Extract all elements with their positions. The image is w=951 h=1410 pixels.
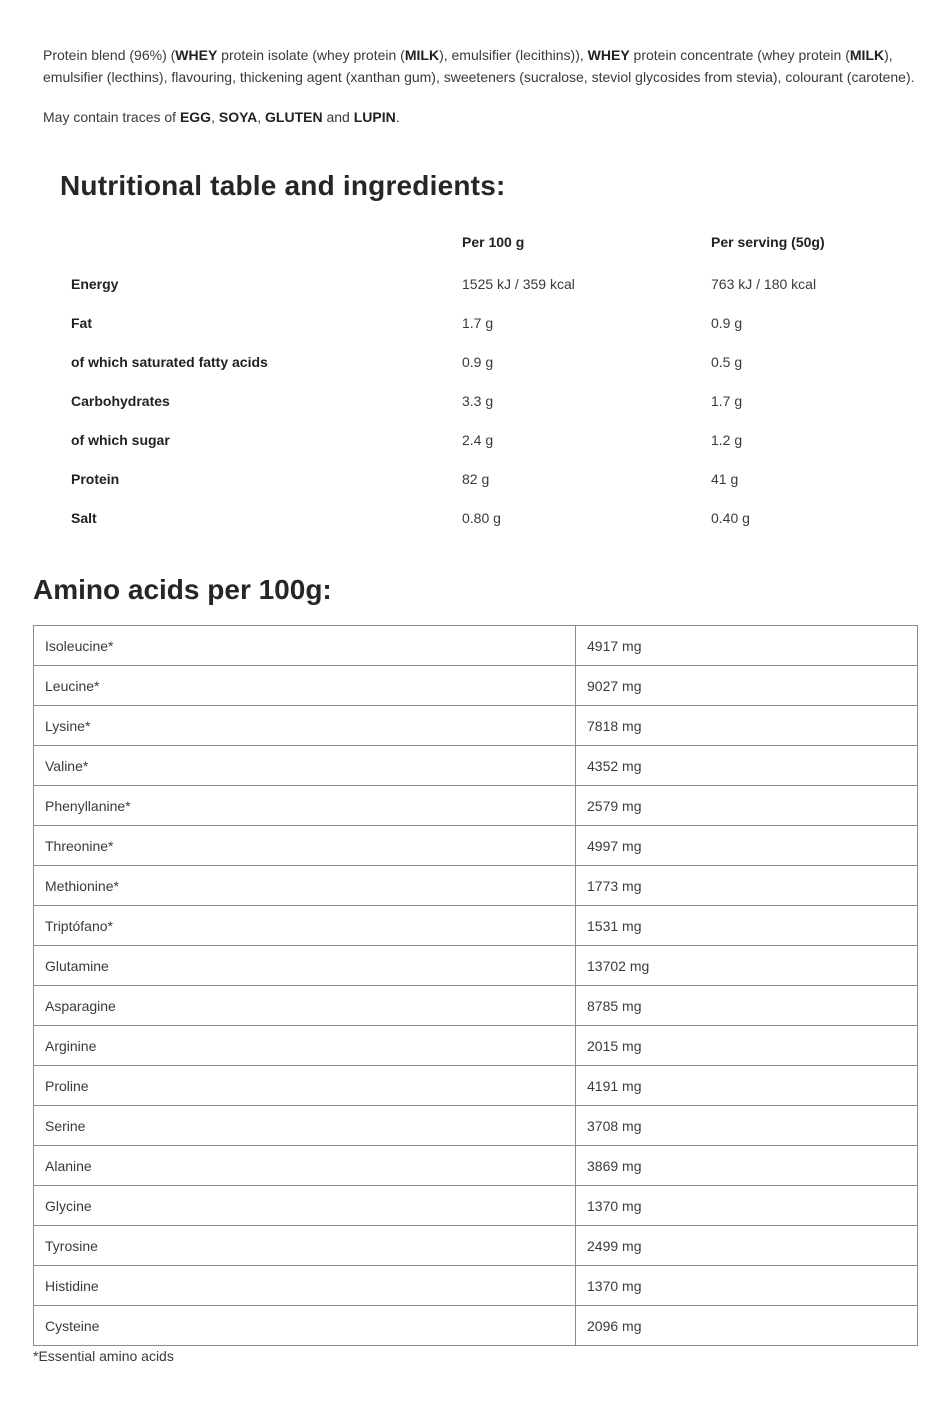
nutrition-row — [71, 264, 891, 303]
amino-acid-row — [34, 1146, 918, 1186]
amino-acid-name: Valine* — [34, 746, 576, 786]
allergen-highlight: GLUTEN — [265, 109, 323, 125]
amino-acid-row — [34, 826, 918, 866]
nutrition-header-per100: Per 100 g — [462, 234, 525, 250]
nutrient-name: of which saturated fatty acids — [71, 353, 268, 370]
nutrition-row — [71, 459, 891, 498]
nutrition-row — [71, 342, 891, 381]
nutrient-serving: 763 kJ / 180 kcal — [711, 275, 817, 292]
amino-acids-title: Amino acids per 100g: — [33, 574, 332, 605]
allergen-highlight: WHEY — [587, 47, 630, 63]
amino-acid-value: 1773 mg — [576, 866, 918, 906]
amino-acid-row — [34, 1266, 918, 1306]
amino-acid-value: 2015 mg — [576, 1026, 918, 1066]
nutrition-header-row — [71, 226, 891, 264]
text-segment: , — [211, 109, 219, 125]
allergen-highlight: EGG — [179, 109, 212, 125]
nutrient-per100: 1525 kJ / 359 kcal — [462, 275, 575, 292]
amino-acid-name: Isoleucine* — [34, 626, 576, 666]
nutrient-serving: 41 g — [711, 470, 739, 487]
nutrition-table — [71, 226, 891, 537]
text-segment: May contain traces of — [43, 109, 180, 125]
ingredients-text — [43, 44, 923, 88]
nutrition-row — [71, 381, 891, 420]
nutrient-serving: 0.40 g — [711, 509, 750, 526]
allergen-highlight: MILK — [404, 47, 440, 63]
allergen-highlight: LUPIN — [353, 109, 396, 125]
nutrition-title: Nutritional table and ingredients: — [60, 170, 506, 201]
amino-acid-row — [34, 906, 918, 946]
amino-acid-row — [34, 1106, 918, 1146]
nutrition-row — [71, 498, 891, 537]
amino-acid-name: Proline — [34, 1066, 576, 1106]
text-segment: protein isolate (whey protein ( — [217, 47, 405, 63]
allergen-highlight: MILK — [849, 47, 885, 63]
amino-acid-row — [34, 1306, 918, 1346]
amino-acid-value: 1370 mg — [576, 1266, 918, 1306]
amino-acid-value: 2579 mg — [576, 786, 918, 826]
amino-acid-row — [34, 666, 918, 706]
amino-acid-name: Glycine — [34, 1186, 576, 1226]
amino-acids-table — [33, 625, 918, 1346]
amino-acid-value: 4352 mg — [576, 746, 918, 786]
amino-acid-value: 7818 mg — [576, 706, 918, 746]
nutrient-name: Carbohydrates — [71, 392, 170, 409]
amino-acid-row — [34, 986, 918, 1026]
amino-acid-row — [34, 1066, 918, 1106]
nutrient-name: Fat — [71, 314, 92, 331]
amino-acid-name: Serine — [34, 1106, 576, 1146]
amino-acid-row — [34, 746, 918, 786]
amino-acid-value: 9027 mg — [576, 666, 918, 706]
amino-acid-value: 2096 mg — [576, 1306, 918, 1346]
nutrient-name: Protein — [71, 470, 120, 487]
amino-acid-row — [34, 866, 918, 906]
text-segment: ), emulsifier (lecthins), flavouring, thickening agent (xanthan gum), sweeteners (sucralose, steviol glycosides from stevia), colourant (carotene). — [43, 47, 915, 85]
amino-acid-value: 3869 mg — [576, 1146, 918, 1186]
nutrition-row — [71, 420, 891, 459]
text-segment: ), emulsifier (lecithins)), — [439, 47, 588, 63]
amino-acid-row — [34, 706, 918, 746]
amino-acid-value: 3708 mg — [576, 1106, 918, 1146]
nutrient-per100: 1.7 g — [462, 314, 494, 331]
text-segment: protein concentrate (whey protein ( — [629, 47, 850, 63]
amino-acid-name: Methionine* — [34, 866, 576, 906]
amino-acid-value: 1370 mg — [576, 1186, 918, 1226]
nutrient-serving: 0.5 g — [711, 353, 743, 370]
amino-acid-row — [34, 1186, 918, 1226]
nutrition-header-name — [71, 226, 462, 264]
nutrient-name: of which sugar — [71, 431, 170, 448]
nutrient-serving: 1.7 g — [711, 392, 743, 409]
nutrition-row — [71, 303, 891, 342]
amino-acid-name: Alanine — [34, 1146, 576, 1186]
nutrient-name: Energy — [71, 275, 119, 292]
allergen-traces-text — [43, 106, 923, 128]
allergen-highlight: SOYA — [218, 109, 258, 125]
amino-acid-name: Triptófano* — [34, 906, 576, 946]
nutrient-name: Salt — [71, 509, 97, 526]
amino-acid-name: Phenyllanine* — [34, 786, 576, 826]
nutrient-serving: 1.2 g — [711, 431, 743, 448]
amino-acid-value: 2499 mg — [576, 1226, 918, 1266]
amino-acid-value: 8785 mg — [576, 986, 918, 1026]
amino-acid-row — [34, 1226, 918, 1266]
allergen-highlight: WHEY — [175, 47, 218, 63]
nutrition-header-serving: Per serving (50g) — [711, 234, 825, 250]
text-segment: . — [395, 109, 400, 125]
text-segment: and — [322, 109, 354, 125]
amino-acid-row — [34, 1026, 918, 1066]
amino-acid-name: Cysteine — [34, 1306, 576, 1346]
essential-footnote: *Essential amino acids — [33, 1348, 174, 1364]
nutrient-per100: 3.3 g — [462, 392, 494, 409]
amino-acid-row — [34, 946, 918, 986]
nutrient-per100: 0.80 g — [462, 509, 501, 526]
amino-acid-row — [34, 626, 918, 666]
amino-acid-name: Glutamine — [34, 946, 576, 986]
amino-acid-name: Histidine — [34, 1266, 576, 1306]
amino-acid-value: 4997 mg — [576, 826, 918, 866]
amino-acid-value: 13702 mg — [576, 946, 918, 986]
amino-acid-value: 4191 mg — [576, 1066, 918, 1106]
amino-acid-name: Asparagine — [34, 986, 576, 1026]
nutrient-per100: 82 g — [462, 470, 490, 487]
text-segment: , — [257, 109, 266, 125]
nutrient-per100: 2.4 g — [462, 431, 494, 448]
amino-acid-value: 1531 mg — [576, 906, 918, 946]
amino-acid-name: Threonine* — [34, 826, 576, 866]
amino-acid-name: Tyrosine — [34, 1226, 576, 1266]
amino-acid-value: 4917 mg — [576, 626, 918, 666]
amino-acid-name: Lysine* — [34, 706, 576, 746]
nutrient-per100: 0.9 g — [462, 353, 494, 370]
amino-acid-name: Leucine* — [34, 666, 576, 706]
amino-acid-name: Arginine — [34, 1026, 576, 1066]
nutrient-serving: 0.9 g — [711, 314, 743, 331]
amino-acid-row — [34, 786, 918, 826]
text-segment: Protein blend (96%) ( — [43, 47, 176, 63]
